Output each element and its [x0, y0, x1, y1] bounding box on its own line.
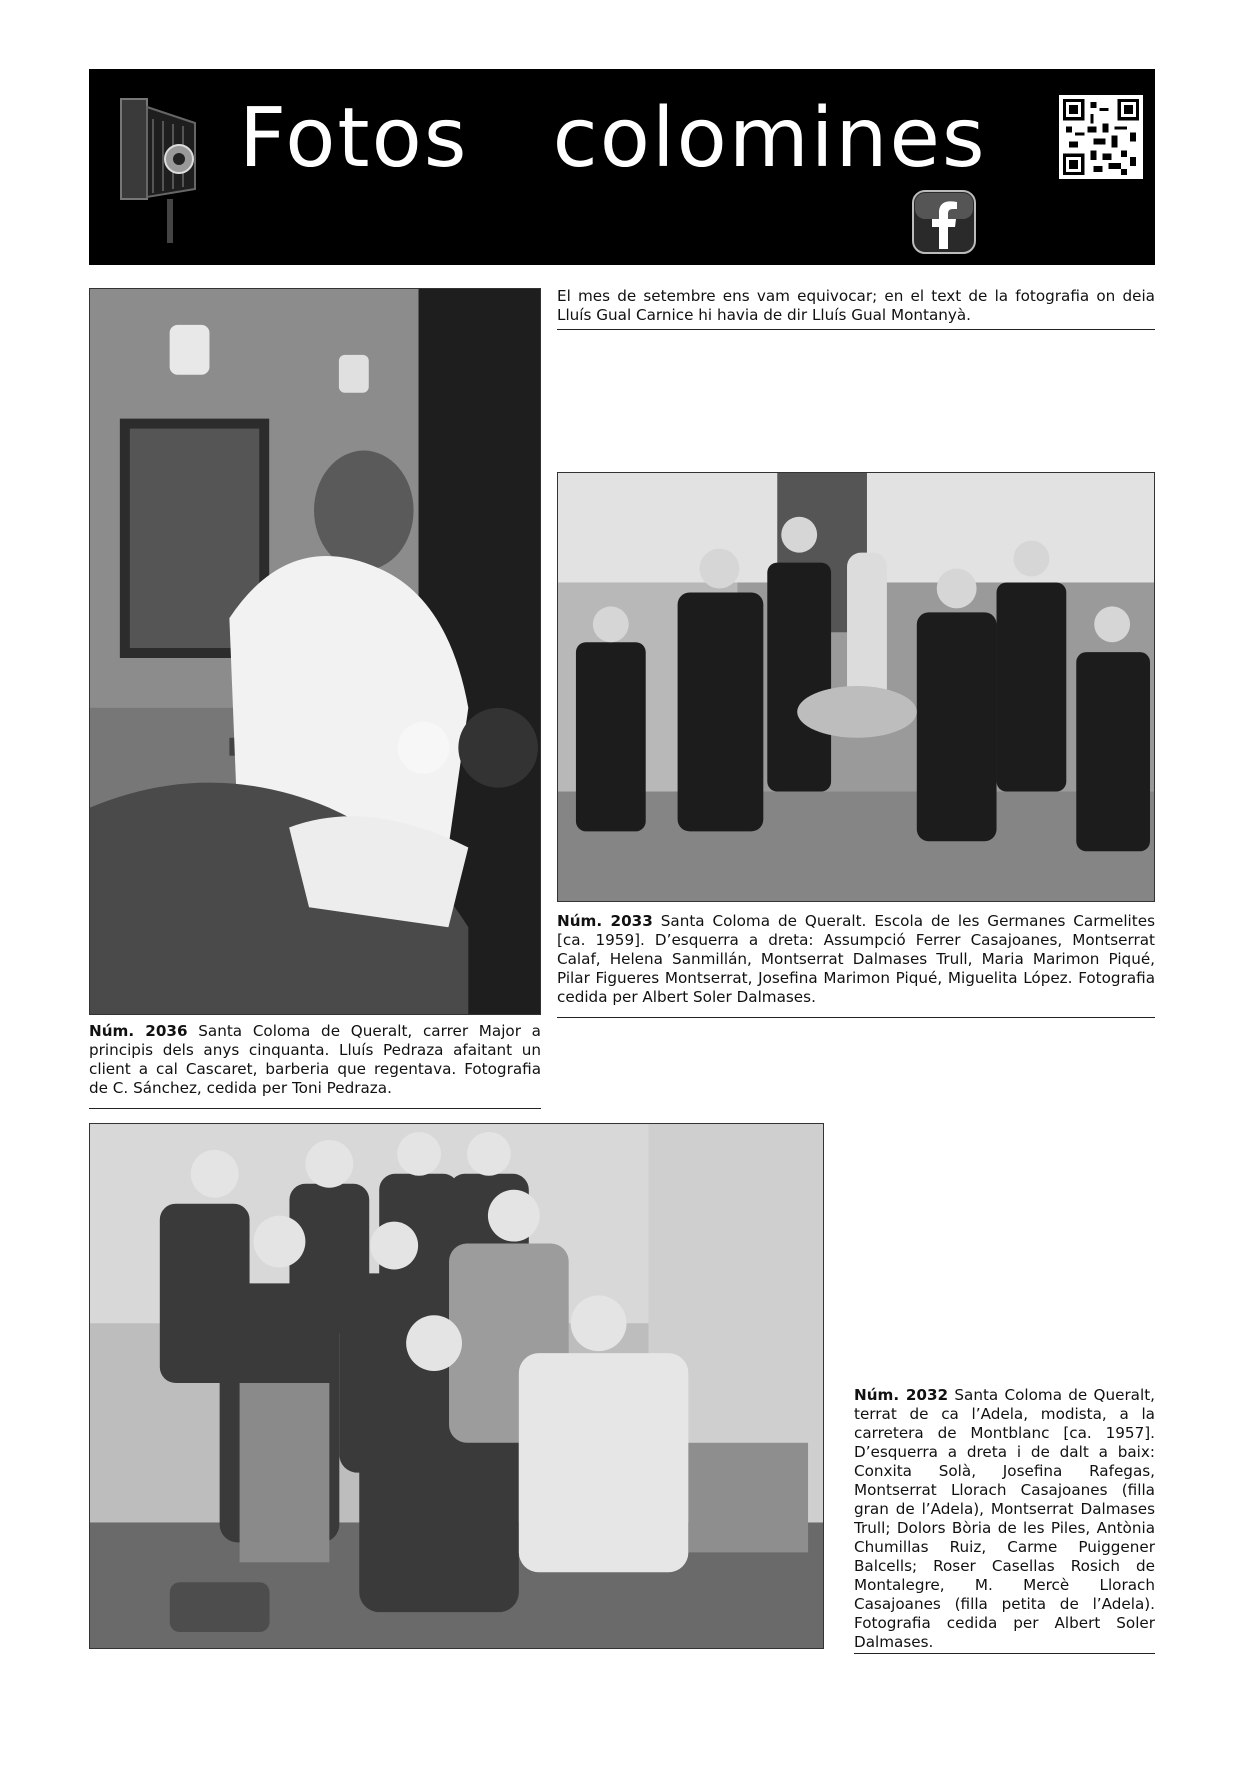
- caption-text: Santa Coloma de Queralt. Escola de les Germanes Carmelites [ca. 1959]. D’esquerra a dreta: Assumpció Ferrer Casajoanes, Montserrat Calaf, Helena Sanmillán, Montserrat Dalmases Trull, Maria Marimon Piqué, Pilar Figueres Montserrat, Josefina Marimon Piqué, Miguelita López. Fotografia cedida per Albert Soler Dalmases.: [557, 912, 1155, 1006]
- caption-num: Núm. 2036: [89, 1022, 188, 1040]
- qr-code-icon: [1059, 95, 1143, 179]
- divider: [89, 1108, 541, 1109]
- errata-note: El mes de setembre ens vam equivocar; en el text de la fotografia on deia Lluís Gual Carnice hi havia de dir Lluís Gual Montanyà.: [557, 287, 1155, 324]
- camera-icon: [117, 89, 209, 249]
- photo-barber: [89, 288, 541, 1015]
- facebook-icon[interactable]: [911, 189, 977, 255]
- divider: [854, 1653, 1155, 1654]
- caption-text: Santa Coloma de Queralt, carrer Major a principis dels anys cinquanta. Lluís Pedraza afaitant un client a cal Cascaret, barberia que regentava. Fotografia de C. Sánchez, cedida per Toni Pedraza.: [89, 1022, 541, 1097]
- caption-2036: [89, 1022, 541, 1098]
- divider: [557, 1017, 1155, 1018]
- banner-title: Fotos colomines: [239, 91, 987, 186]
- caption-2033: [557, 912, 1155, 1007]
- caption-num: Núm. 2033: [557, 912, 653, 930]
- photo-school-girls: [557, 472, 1155, 902]
- photo-seamstresses: [89, 1123, 824, 1649]
- caption-num: Núm. 2032: [854, 1386, 949, 1404]
- caption-text: Santa Coloma de Queralt, terrat de ca l’Adela, modista, a la carretera de Montblanc [ca. 1957]. D’esquerra a dreta i de dalt a baix: Conxita Solà, Josefina Rafegas, Montserrat Llorach Casajoanes (filla gran de l’Adela), Montserrat Dalmases Trull; Dolors Bòria de les Piles, Antònia Chumillas Ruiz, Carme Puiggener Balcells; Roser Casellas Rosich de Montalegre, M. Mercè Llorach Casajoanes (filla petita de l’Adela). Fotografia cedida per Albert Soler Dalmases.: [854, 1386, 1155, 1651]
- caption-2032: [854, 1386, 1155, 1652]
- header-banner: [89, 69, 1155, 265]
- divider: [557, 329, 1155, 330]
